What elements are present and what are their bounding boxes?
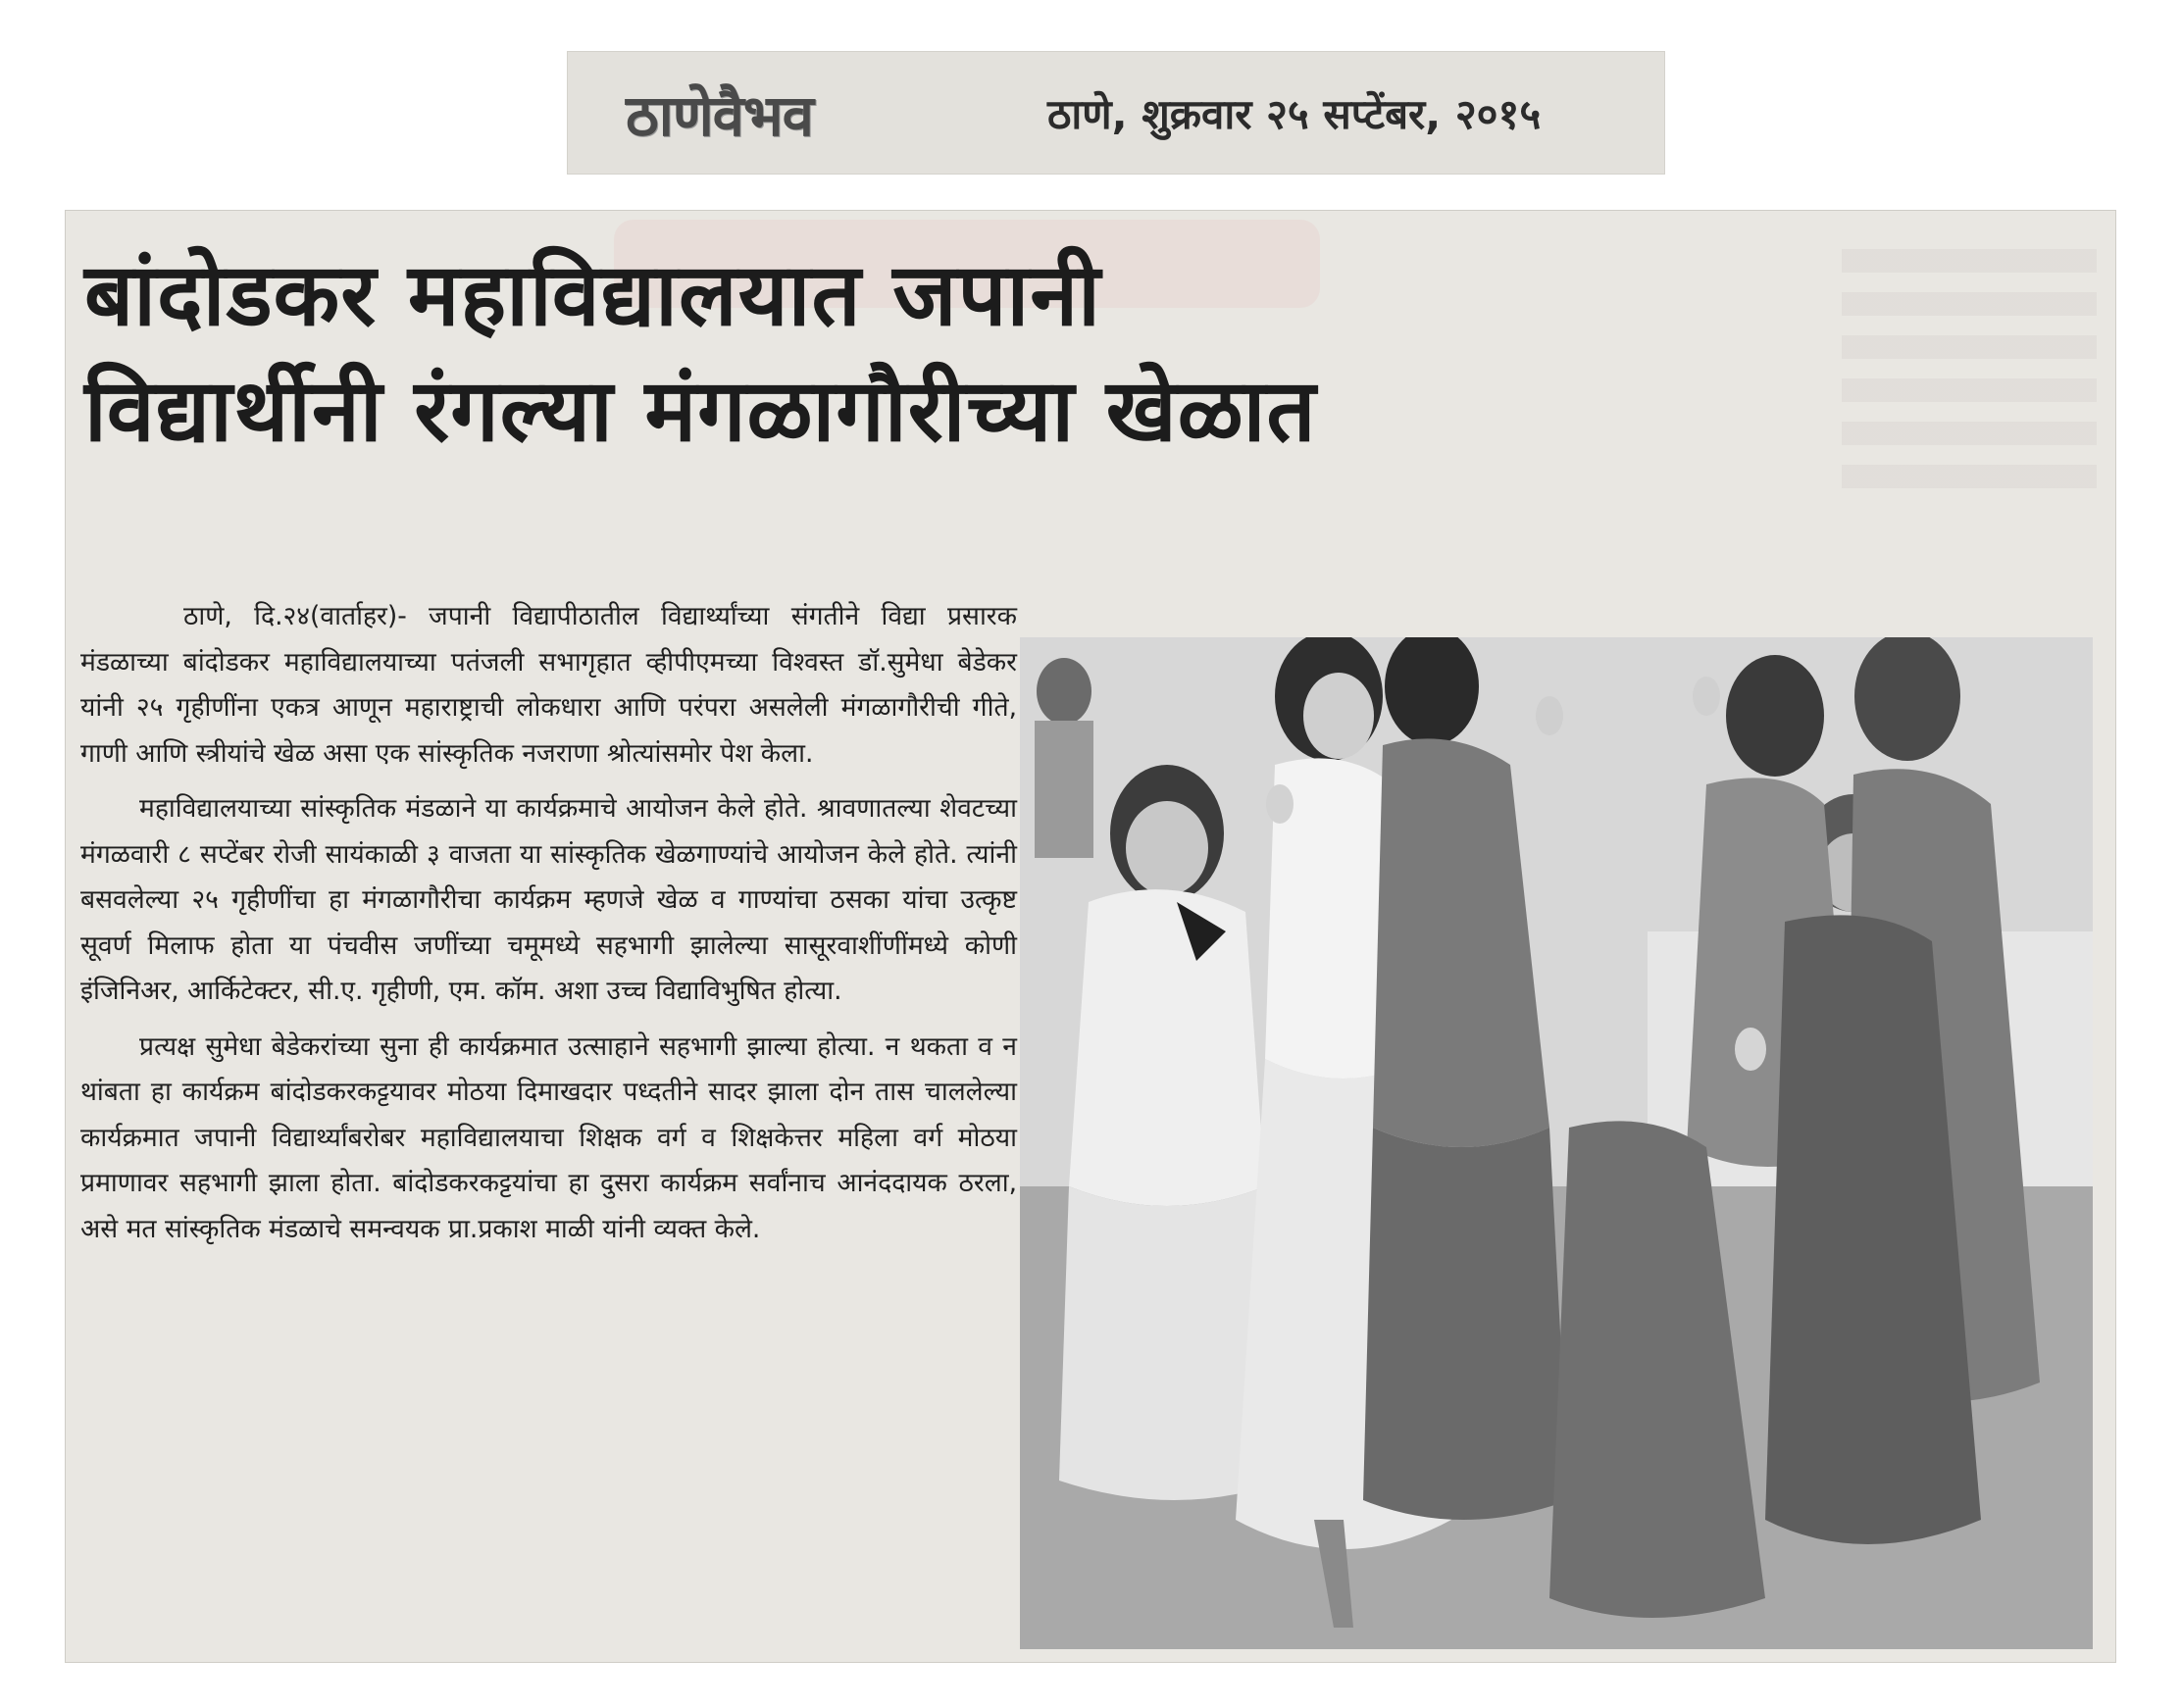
dateline: ठाणे, शुक्रवार २५ सप्टेंबर, २०१५	[1047, 89, 1542, 138]
newspaper-name: ठाणेवैभव	[626, 81, 813, 149]
article-photo	[1020, 637, 2093, 1649]
article-paragraph: महाविद्यालयाच्या सांस्कृतिक मंडळाने या कार्यक्रमाचे आयोजन केले होते. श्रावणातल्या शेवटच्या मंगळवारी ८ सप्टेंबर रोजी सायंकाळी ३ वाजता या सांस्कृतिक खेळगाण्यांचे आयोजन केले होते. त्यांनी बसवलेल्या २५ गृहीणींचा हा मंगळागौरीचा कार्यक्रम म्हणजे खेळ व गाण्यांचा ठसका यांचा उत्कृष्ट सूवर्ण मिलाफ होता या पंचवीस जणींच्या चमूमध्ये सहभागी झालेल्या सासूरवाशींणींमध्ये कोणी इंजिनिअर, आर्किटेक्टर, सी.ए. गृहीणी, एम. कॉम. अशा उच्च विद्याविभुषित होत्या.	[80, 793, 1017, 1006]
dancing-women-photo-icon	[1020, 637, 2093, 1649]
headline-line-1: बांदोडकर महाविद्यालयात जपानी	[84, 244, 1101, 345]
article-paragraph: ठाणे, दि.२४(वार्ताहर)- जपानी विद्यापीठातील विद्यार्थ्यांच्या संगतीने विद्या प्रसारक मंडळाच्या बांदोडकर महाविद्यालयाच्या पतंजली सभागृहात व्हीपीएमच्या विश्वस्त डॉ.सुमेधा बेडेकर यांनी २५ गृहीणींना एकत्र आणून महाराष्ट्राची लोकधारा आणि परंपरा असलेली मंगळागौरीची गीते, गाणी आणि स्त्रीयांचे खेळ असा एक सांस्कृतिक नजराणा श्रोत्यांसमोर पेश केला.	[80, 601, 1017, 769]
masthead-clipping	[567, 51, 1665, 175]
article-headline	[84, 237, 2105, 469]
article-body	[80, 594, 1017, 1262]
headline-line-2: विद्यार्थीनी रंगल्या मंगळागौरीच्या खेळात	[84, 360, 1317, 461]
article-clipping	[65, 210, 2116, 1663]
article-paragraph: प्रत्यक्ष सुमेधा बेडेकरांच्या सुना ही कार्यक्रमात उत्साहाने सहभागी झाल्या होत्या. न थकता व न थांबता हा कार्यक्रम बांदोडकरकट्टयावर मोठया दिमाखदार पध्दतीने सादर झाला दोन तास चाललेल्या कार्यक्रमात जपानी विद्यार्थ्यांबरोबर महाविद्यालयाचा शिक्षक वर्ग व शिक्षकेत्तर महिला वर्ग मोठया प्रमाणावर सहभागी झाला होता. बांदोडकरकट्टयांचा हा दुसरा कार्यक्रम सर्वांनाच आनंददायक ठरला, असे मत सांस्कृतिक मंडळाचे समन्वयक प्रा.प्रकाश माळी यांनी व्यक्त केले.	[80, 1030, 1017, 1244]
